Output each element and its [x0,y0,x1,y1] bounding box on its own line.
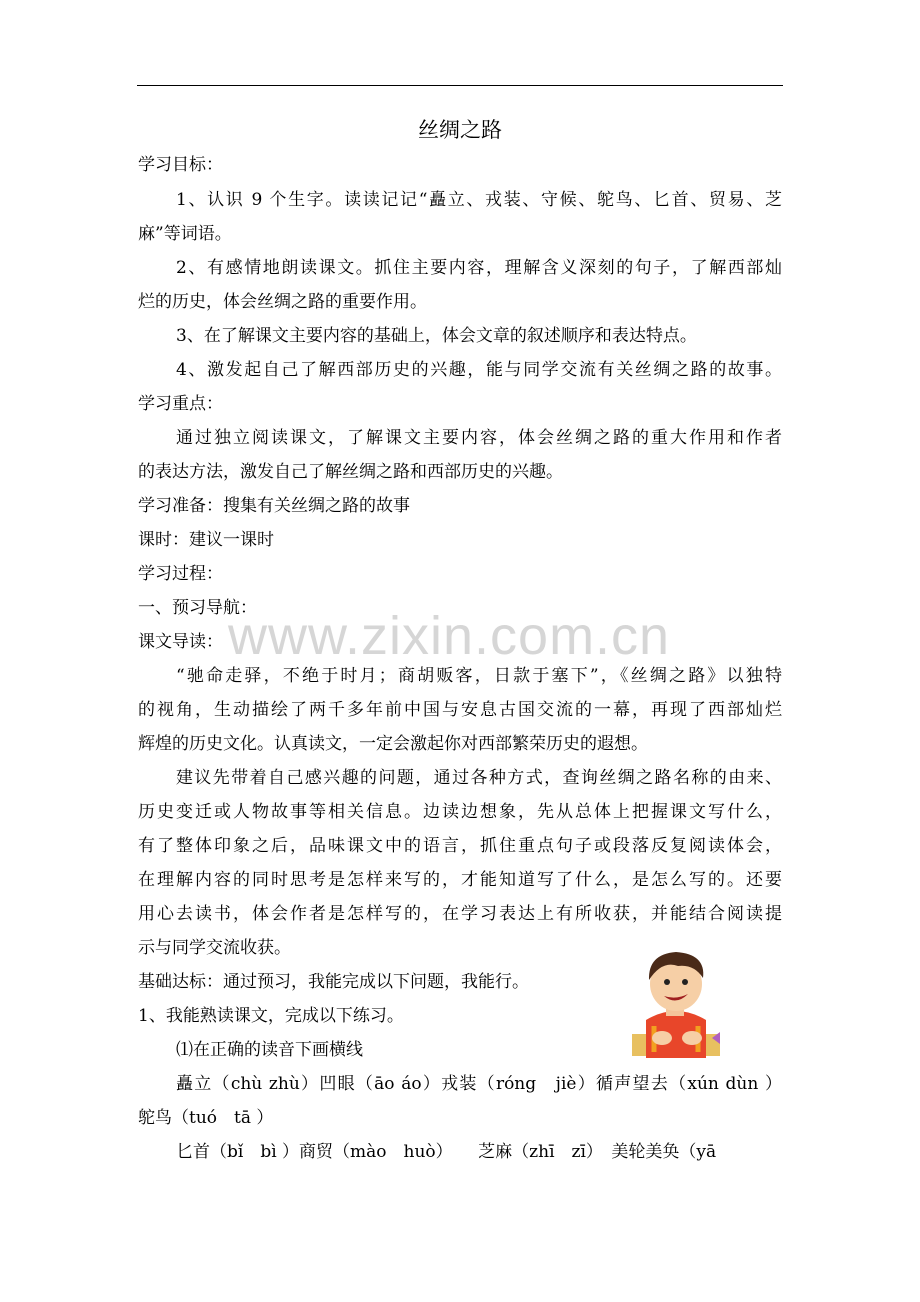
exercise-1: 1、我能熟读课文，完成以下练习。 [138,1006,404,1026]
watermark: www.zixin.com.cn [228,606,671,666]
goal-1: 1、认识 9 个生字。读读记记“矗立、戎装、守候、鸵鸟、匕首、贸易、芝 [176,190,782,210]
goal-2-cont: 烂的历史，体会丝绸之路的重要作用。 [138,292,427,312]
pinyin-row: 矗立（chù zhù）凹眼（āo áo）戎装（róng jiè）循声望去（xún dùn ） [176,1074,782,1094]
header-rule [137,85,783,86]
pinyin-row: 匕首（bǐ bì ）商贸（mào huò） 芝麻（zhī zī） 美轮美奂（yā [176,1142,717,1162]
guide-para-1: 辉煌的历史文化。认真读文，一定会激起你对西部繁荣历史的遐想。 [138,734,648,754]
section-preview: 一、预习导航： [138,598,257,618]
heading-learning-goals: 学习目标： [138,155,223,175]
heading-key-points: 学习重点： [138,394,223,414]
exercise-1-instruction: ⑴在正确的读音下画横线 [176,1040,363,1060]
goal-3: 3、在了解课文主要内容的基础上，体会文章的叙述顺序和表达特点。 [176,326,697,346]
heading-text-guide: 课文导读： [138,632,223,652]
goal-1-cont: 麻”等词语。 [138,224,232,244]
class-hours: 课时：建议一课时 [138,530,274,550]
guide-para-2: 示与同学交流收获。 [138,938,291,958]
guide-para-1: “驰命走驿，不绝于时月；商胡贩客，日款于塞下”，《丝绸之路》以独特 [176,666,782,686]
guide-para-2: 在理解内容的同时思考是怎样来写的，才能知道写了什么，是怎么写的。还要 [138,870,782,890]
cartoon-boy-illustration [632,946,720,1058]
key-points: 通过独立阅读课文，了解课文主要内容，体会丝绸之路的重大作用和作者 [176,428,782,448]
guide-para-2: 有了整体印象之后，品味课文中的语言，抓住重点句子或段落反复阅读体会， [138,836,782,856]
document-title: 丝绸之路 [418,118,502,142]
goal-2: 2、有感情地朗读课文。抓住主要内容，理解含义深刻的句子，了解西部灿 [176,258,782,278]
guide-para-2: 历史变迁或人物故事等相关信息。边读边想象，先从总体上把握课文写什么， [138,802,782,822]
guide-para-2: 用心去读书，体会作者是怎样写的，在学习表达上有所收获，并能结合阅读提 [138,904,782,924]
preparation: 学习准备：搜集有关丝绸之路的故事 [138,496,410,516]
guide-para-2: 建议先带着自己感兴趣的问题，通过各种方式，查询丝绸之路名称的由来、 [176,768,782,788]
guide-para-1: 的视角，生动描绘了两千多年前中国与安息古国交流的一幕，再现了西部灿烂 [138,700,782,720]
goal-4: 4、激发起自己了解西部历史的兴趣，能与同学交流有关丝绸之路的故事。 [176,360,782,380]
key-points-cont: 的表达方法，激发自己了解丝绸之路和西部历史的兴趣。 [138,462,563,482]
heading-learning-process: 学习过程： [138,564,223,584]
basic-goals: 基础达标：通过预习，我能完成以下问题，我能行。 [138,972,529,992]
pinyin-row: 鸵鸟（tuó tā ） [138,1108,274,1128]
